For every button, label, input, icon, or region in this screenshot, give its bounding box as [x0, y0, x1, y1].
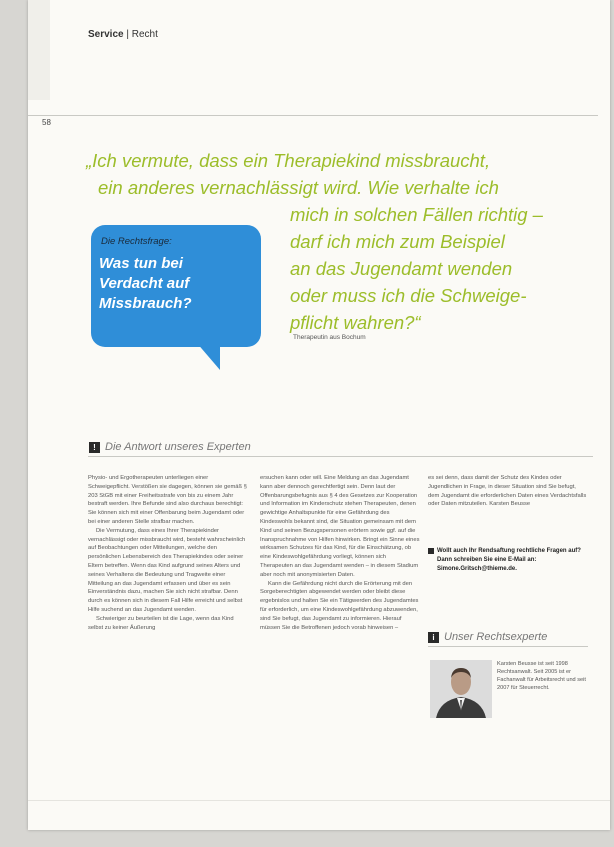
magazine-page: [28, 0, 610, 830]
contact-tip-text: Wollt auch Ihr Rendsaftung rechtliche Fragen auf? Dann schreiben Sie eine E-Mail an: Simone.Gritsch@thieme.de.: [437, 548, 581, 572]
answer-section-title: Die Antwort unseres Experten: [105, 441, 251, 453]
expert-rule: [428, 646, 588, 647]
info-icon: i: [428, 632, 439, 643]
column-1-paragraph-2: Die Vermutung, dass eines Ihrer Therapiekinder vernachlässigt oder missbraucht wird, besteht wahrscheinlich auf Beobachtungen oder Mitteilungen, welche den persönlichen Lebensbereich des Therapiekindes oder seiner Eltern betreffen. Wenn das Kind aufgrund seines Alters und seines Verhaltens die Bedeutung und Tragweite einer Mitteilung an das Jugendamt erfassen und über es sein Einverständnis dazu, machen Sie sich nicht strafbar. Denn durch es können sich in diesem Fall Hilfe erreicht und selbst Hilfe suchend an das Jugendamt wenden.: [88, 527, 246, 613]
page-fold-shadow: [28, 0, 50, 100]
answer-rule: [88, 456, 593, 457]
quote-line-5: an das Jugendamt wenden: [290, 258, 513, 279]
quote-line-7: pflicht wahren?“: [290, 312, 421, 333]
article-column-2: [260, 474, 420, 632]
quote-line-6: oder muss ich die Schweige-: [290, 285, 527, 306]
header-subsection: Recht: [131, 29, 158, 40]
quote-source: Therapeutin aus Bochum: [293, 334, 366, 341]
quote-line-2: ein anderes vernachlässigt wird. Wie verhalte ich: [98, 177, 499, 198]
portrait-icon: [430, 660, 492, 718]
quote-line-4: darf ich mich zum Beispiel: [290, 231, 505, 252]
column-1-paragraph-3: Schwieriger zu beurteilen ist die Lage, wenn das Kind selbst zu keiner Äußerung: [88, 615, 234, 631]
contact-tip: [437, 547, 588, 574]
expert-bio: Karsten Beusse ist seit 1998 Rechtsanwalt. Seit 2005 ist er Fachanwalt für Arbeitsrecht und seit 2007 für Steuerrecht.: [497, 661, 586, 691]
column-3-paragraph-1: es sei denn, dass damit der Schutz des Kindes oder Jugendlichen in Frage, in dieser Situation sind Sie befugt, dem Jugendamt die erforderlichen Daten eines Verdachtsfalls oder Daten mitzuteilen. Karsten Beusse: [428, 475, 587, 508]
header-section: Service: [88, 29, 124, 40]
quote-line-3: mich in solchen Fällen richtig –: [290, 204, 543, 225]
bubble-label: Die Rechtsfrage:: [101, 236, 172, 247]
quote-line-1: „Ich vermute, dass ein Therapiekind missbraucht,: [86, 150, 491, 171]
top-rule: [28, 115, 598, 116]
bubble-heading: Was tun bei Verdacht auf Missbrauch?: [99, 255, 192, 312]
bottom-rule: [28, 800, 610, 801]
column-2-paragraph-2: Kann die Gefährdung nicht durch die Erörterung mit den Sorgeberechtigten abgewendet werden oder bleibt diese ergebnislos und halten Sie ein Tätigwerden des Jugendamtes für erforderlich, um eine Kindeswohlgefährdung abzuwenden, sind Sie befugt, das Jugendamt zu informieren. Hierauf müssen Sie die Betroffenen jedoch vorab hinweisen –: [260, 580, 419, 631]
column-1-paragraph-1: Physio- und Ergotherapeuten unterliegen einer Schweigepflicht. Verstößen sie dagegen, können sie gemäß § 203 StGB mit einer Freiheitsstrafe von bis zu einem Jahr bestraft werden. Ihre Befunde sind also durchaus berechtigt: Sie können sich mit einer Offenbarung beim Jugendamt oder bei einer anderen Stelle strafbar machen.: [88, 475, 247, 525]
tip-square-icon: [428, 548, 434, 554]
article-column-1: [88, 474, 248, 632]
exclamation-icon: !: [89, 442, 100, 453]
header-separator: |: [126, 29, 129, 40]
column-2-paragraph-1: ersuchen kann oder will. Eine Meldung an das Jugendamt kann aber dennoch gerechtfertigt sein. Denn laut der Offenbarungsbefugnis aus § 4 des Gesetzes zur Kooperation und Information im Kinderschutz stehen Therapeuten, denen gewichtige Anhaltspunkte für eine Gefährdung des Kindeswohls bekannt sind, die Situation gemeinsam mit dem Kind und seinen Bezugspersonen erörtern sowie ggf. auf die Inanspruchnahme von Hilfen hinwirken. Bringt ein Sinne eines wirksamen Schutzes für das Kind, für die Einschätzung, ob eine Kindeswohlgefährdung vorliegt, können sich Therapeuten an das Jugendamt wenden – in diesem Stadium aber noch mit anonymisierten Daten.: [260, 475, 420, 578]
section-header: [88, 29, 158, 40]
speech-bubble-tail: [196, 342, 220, 370]
expert-portrait-photo: [430, 660, 492, 718]
article-column-3: [428, 474, 588, 509]
expert-section-title: Unser Rechtsexperte: [444, 631, 548, 643]
page-number: 58: [42, 118, 51, 127]
